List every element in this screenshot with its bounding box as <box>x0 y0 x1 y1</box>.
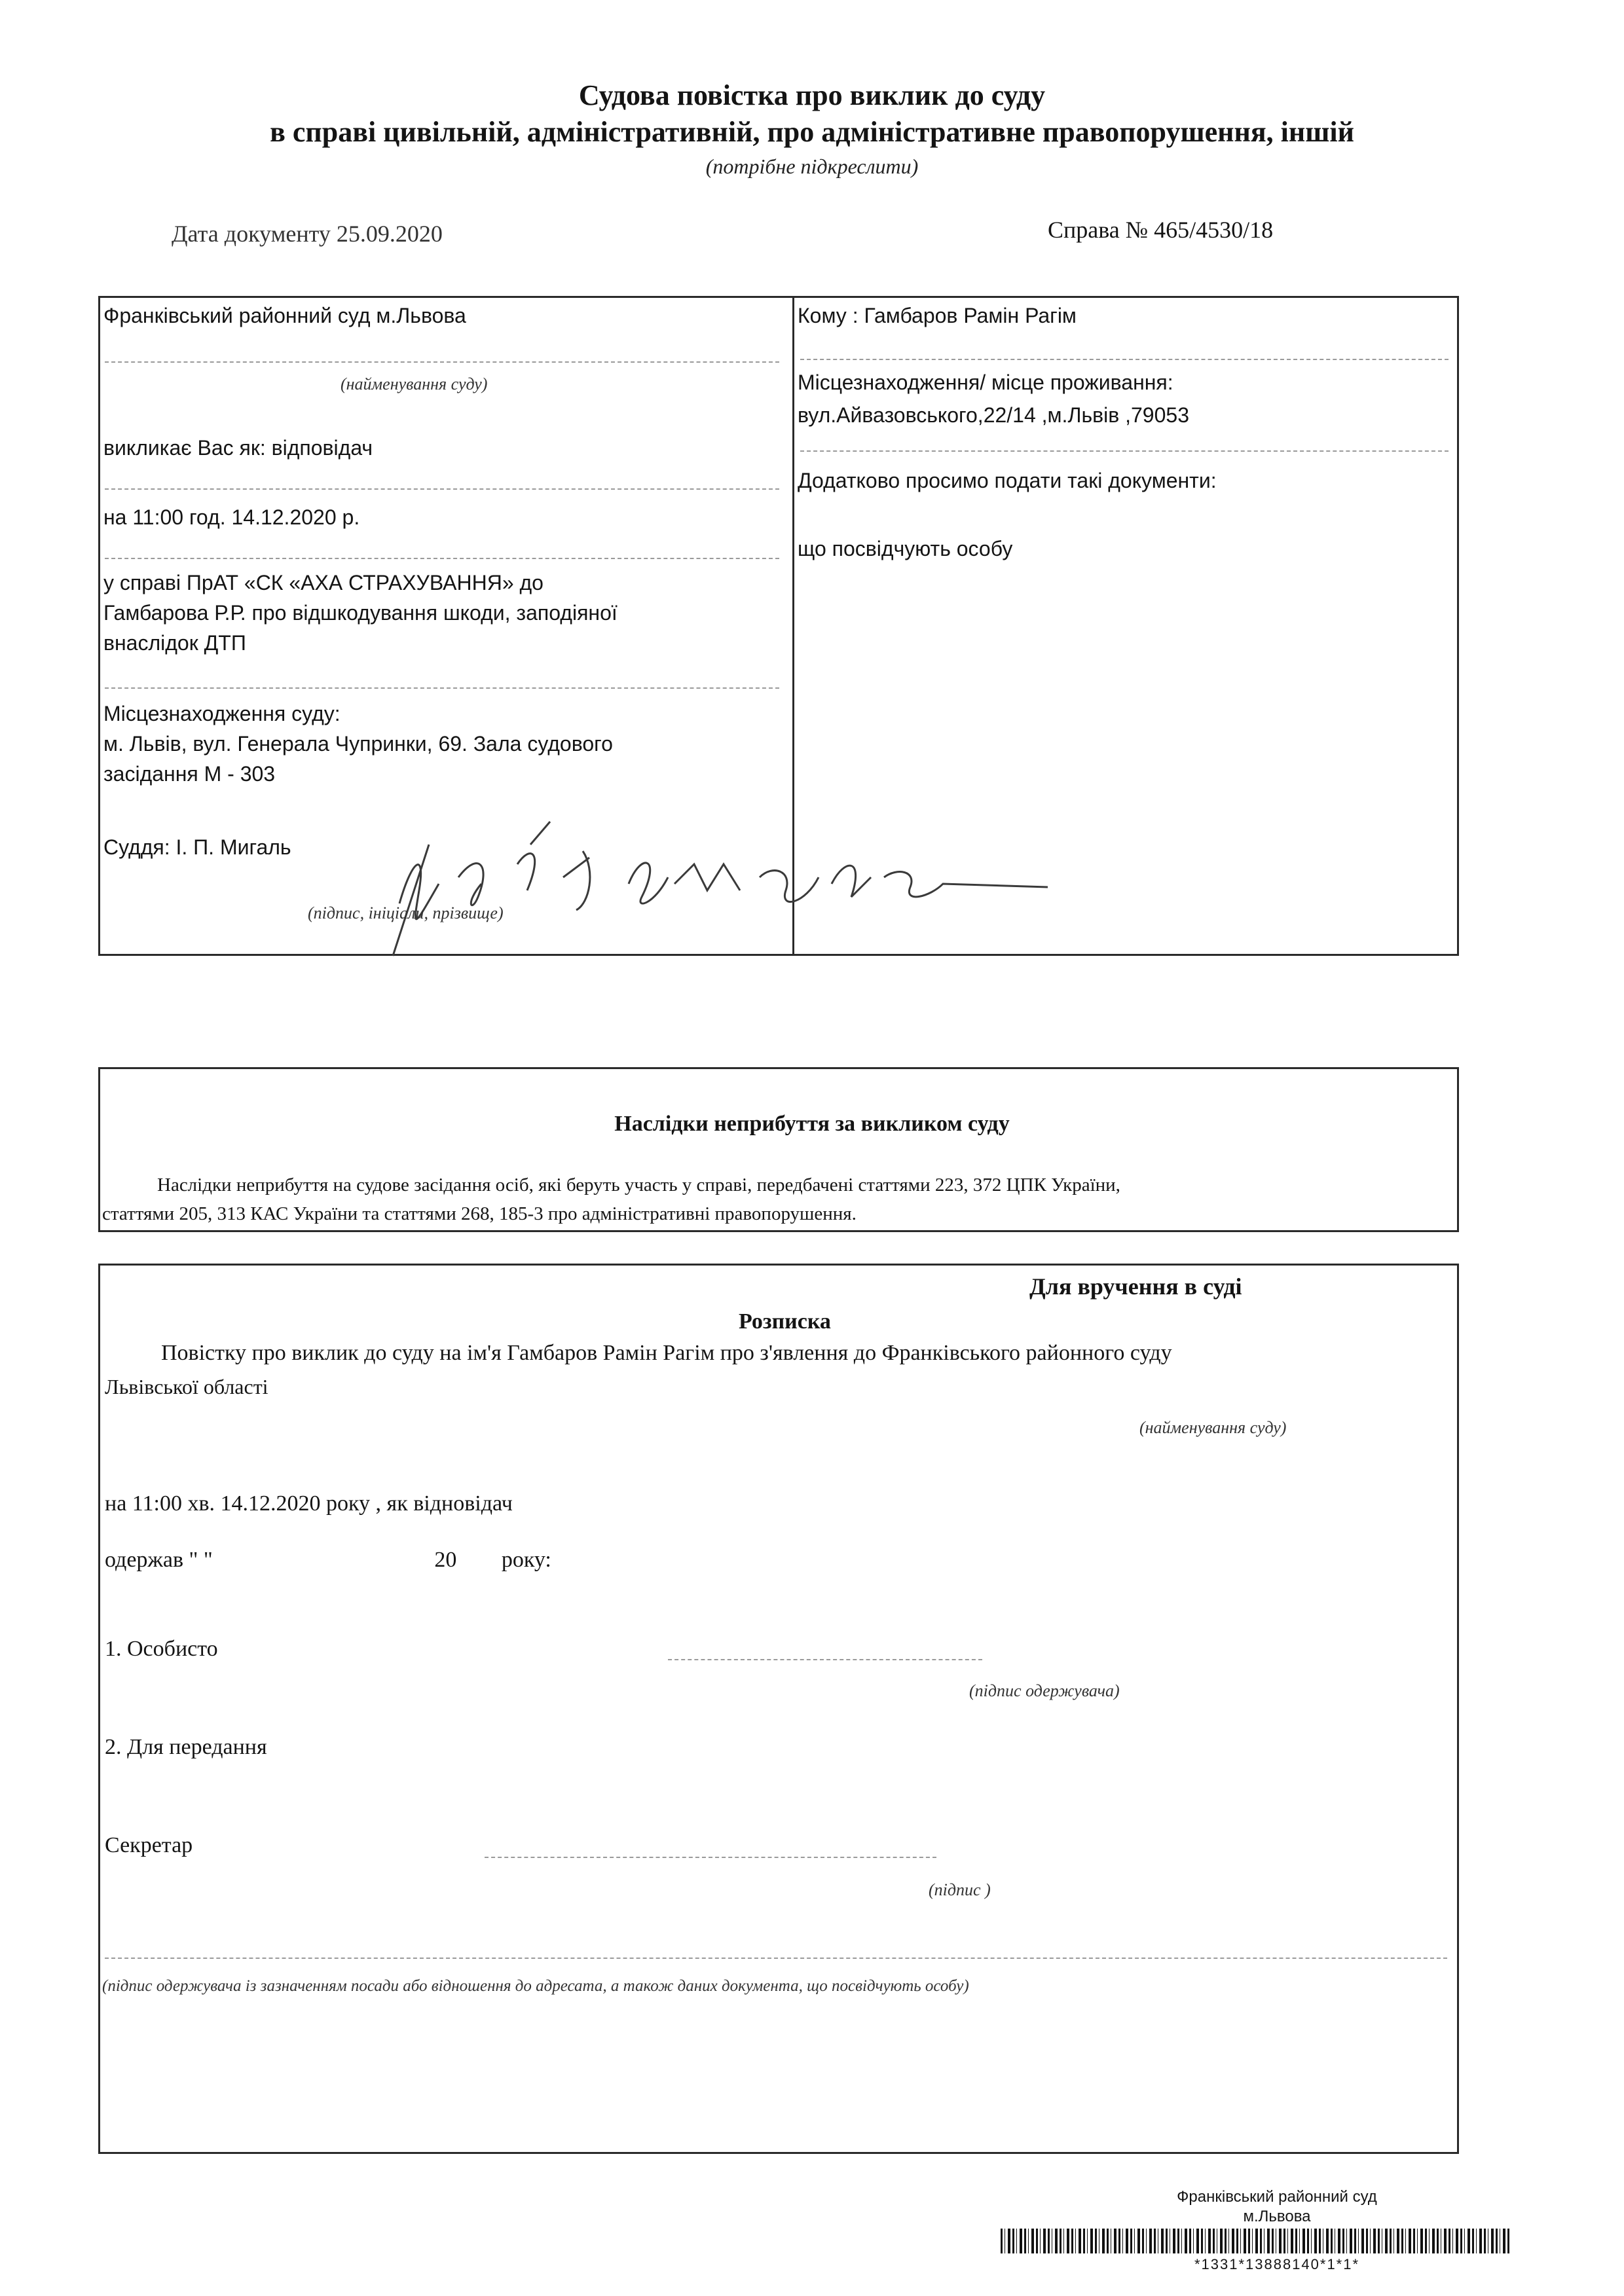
stamp-court-2: м.Львова <box>1243 2208 1311 2225</box>
court-location-1: м. Львів, вул. Генерала Чупринки, 69. Зала судового <box>103 732 613 756</box>
secretary-label: Секретар <box>105 1833 193 1857</box>
calls-as <box>103 436 373 460</box>
secretary-signature-line <box>485 1857 936 1858</box>
received-label: одержав " " <box>105 1548 213 1572</box>
time-line <box>105 558 779 559</box>
court-name: Франківський районний суд м.Львова <box>103 304 466 327</box>
receipt-title: Розписка <box>739 1309 831 1334</box>
calls-label: викликає Вас як: <box>103 436 266 460</box>
receipt-court-caption: (найменування суду) <box>1139 1418 1287 1437</box>
judge-name: Суддя: І. П. Мигаль <box>103 835 291 859</box>
receipt-footer-caption: (підпис одержувача із зазначенням посади або відношення до адресата, а також даних документа, що посвідчують особу) <box>102 1977 969 1995</box>
signature-caption: (підпис, ініціали, прізвище) <box>308 903 504 922</box>
personally-label: 1. Особисто <box>105 1637 218 1661</box>
footer-line <box>105 1958 1447 1959</box>
receipt-time: на 11:00 хв. 14.12.2020 року , як відновідач <box>105 1491 513 1516</box>
receipt-text-1: Повістку про виклик до суду на ім'я Гамбаров Рамін Рагім про з'явлення до Франківського районного суду <box>161 1341 1172 1365</box>
document-date-value: 25.09.2020 <box>336 221 443 247</box>
consequences-title: Наслідки неприбуття за викликом суду <box>614 1112 1010 1136</box>
recipient: Кому : Гамбаров Рамін Рагім <box>798 304 1077 327</box>
case-description-1: у справі ПрАТ «СК «АХА СТРАХУВАННЯ» до <box>103 571 544 594</box>
judge-signature <box>367 805 1061 962</box>
document-date-label: Дата документу <box>172 221 331 247</box>
case-description-2: Гамбарова Р.Р. про відшкодування шкоди, заподіяної <box>103 601 618 625</box>
barcode <box>1001 2229 1511 2253</box>
barcode-text: *1331*13888140*1*1* <box>1194 2256 1360 2272</box>
summons-title: Судова повістка про виклик до суду <box>578 79 1046 111</box>
court-name-line <box>105 361 779 363</box>
document-date <box>172 220 443 247</box>
residence-value: вул.Айвазовського,22/14 ,м.Львів ,79053 <box>798 403 1189 427</box>
court-location-2: засідання М - 303 <box>103 762 276 786</box>
court-location-label: Місцезнаходження суду: <box>103 702 341 725</box>
consequences-text-2: статтями 205, 313 КАС України та статтями 268, 185-3 про адміністративні правопорушення. <box>102 1203 857 1224</box>
case-line <box>105 687 779 689</box>
received-year-suffix: року: <box>501 1548 551 1572</box>
stamp-court-1: Франківський районний суд <box>1177 2188 1377 2206</box>
role-value: відповідач <box>271 436 373 460</box>
summons-subtitle: в справі цивільній, адміністративній, про адміністративне правопорушення, іншій <box>270 116 1354 148</box>
consequences-text-1: Наслідки неприбуття на судове засідання осіб, які беруть участь у справі, передбачені статтями 223, 372 ЦПК України, <box>157 1175 1120 1195</box>
recipient-caption: (підпис одержувача) <box>969 1681 1120 1700</box>
documents-label: Додатково просимо подати такі документи: <box>798 469 1217 492</box>
received-date <box>105 1548 551 1573</box>
case-description-3: внаслідок ДТП <box>103 631 246 655</box>
recipient-signature-line <box>668 1659 982 1660</box>
title-note: (потрібне підкреслити) <box>705 155 919 178</box>
received-year: 20 <box>434 1548 457 1572</box>
receipt-text-2: Львівської області <box>105 1375 268 1398</box>
court-caption: (найменування суду) <box>341 374 488 393</box>
documents-value: що посвідчують особу <box>798 537 1013 560</box>
case-number <box>1048 216 1273 244</box>
residence-line <box>800 450 1449 452</box>
role-line <box>105 488 779 490</box>
hearing-time: на 11:00 год. 14.12.2020 р. <box>103 505 360 529</box>
case-number-value: 465/4530/18 <box>1154 217 1274 243</box>
transfer-label: 2. Для передання <box>105 1735 267 1759</box>
residence-label: Місцезнаходження/ місце проживання: <box>798 371 1173 394</box>
receipt-box <box>98 1264 1459 2154</box>
for-court-label: Для вручення в суді <box>1029 1273 1242 1300</box>
case-number-label: Справа № <box>1048 217 1149 243</box>
secretary-caption: (підпис ) <box>929 1880 991 1899</box>
recipient-line <box>800 359 1449 360</box>
